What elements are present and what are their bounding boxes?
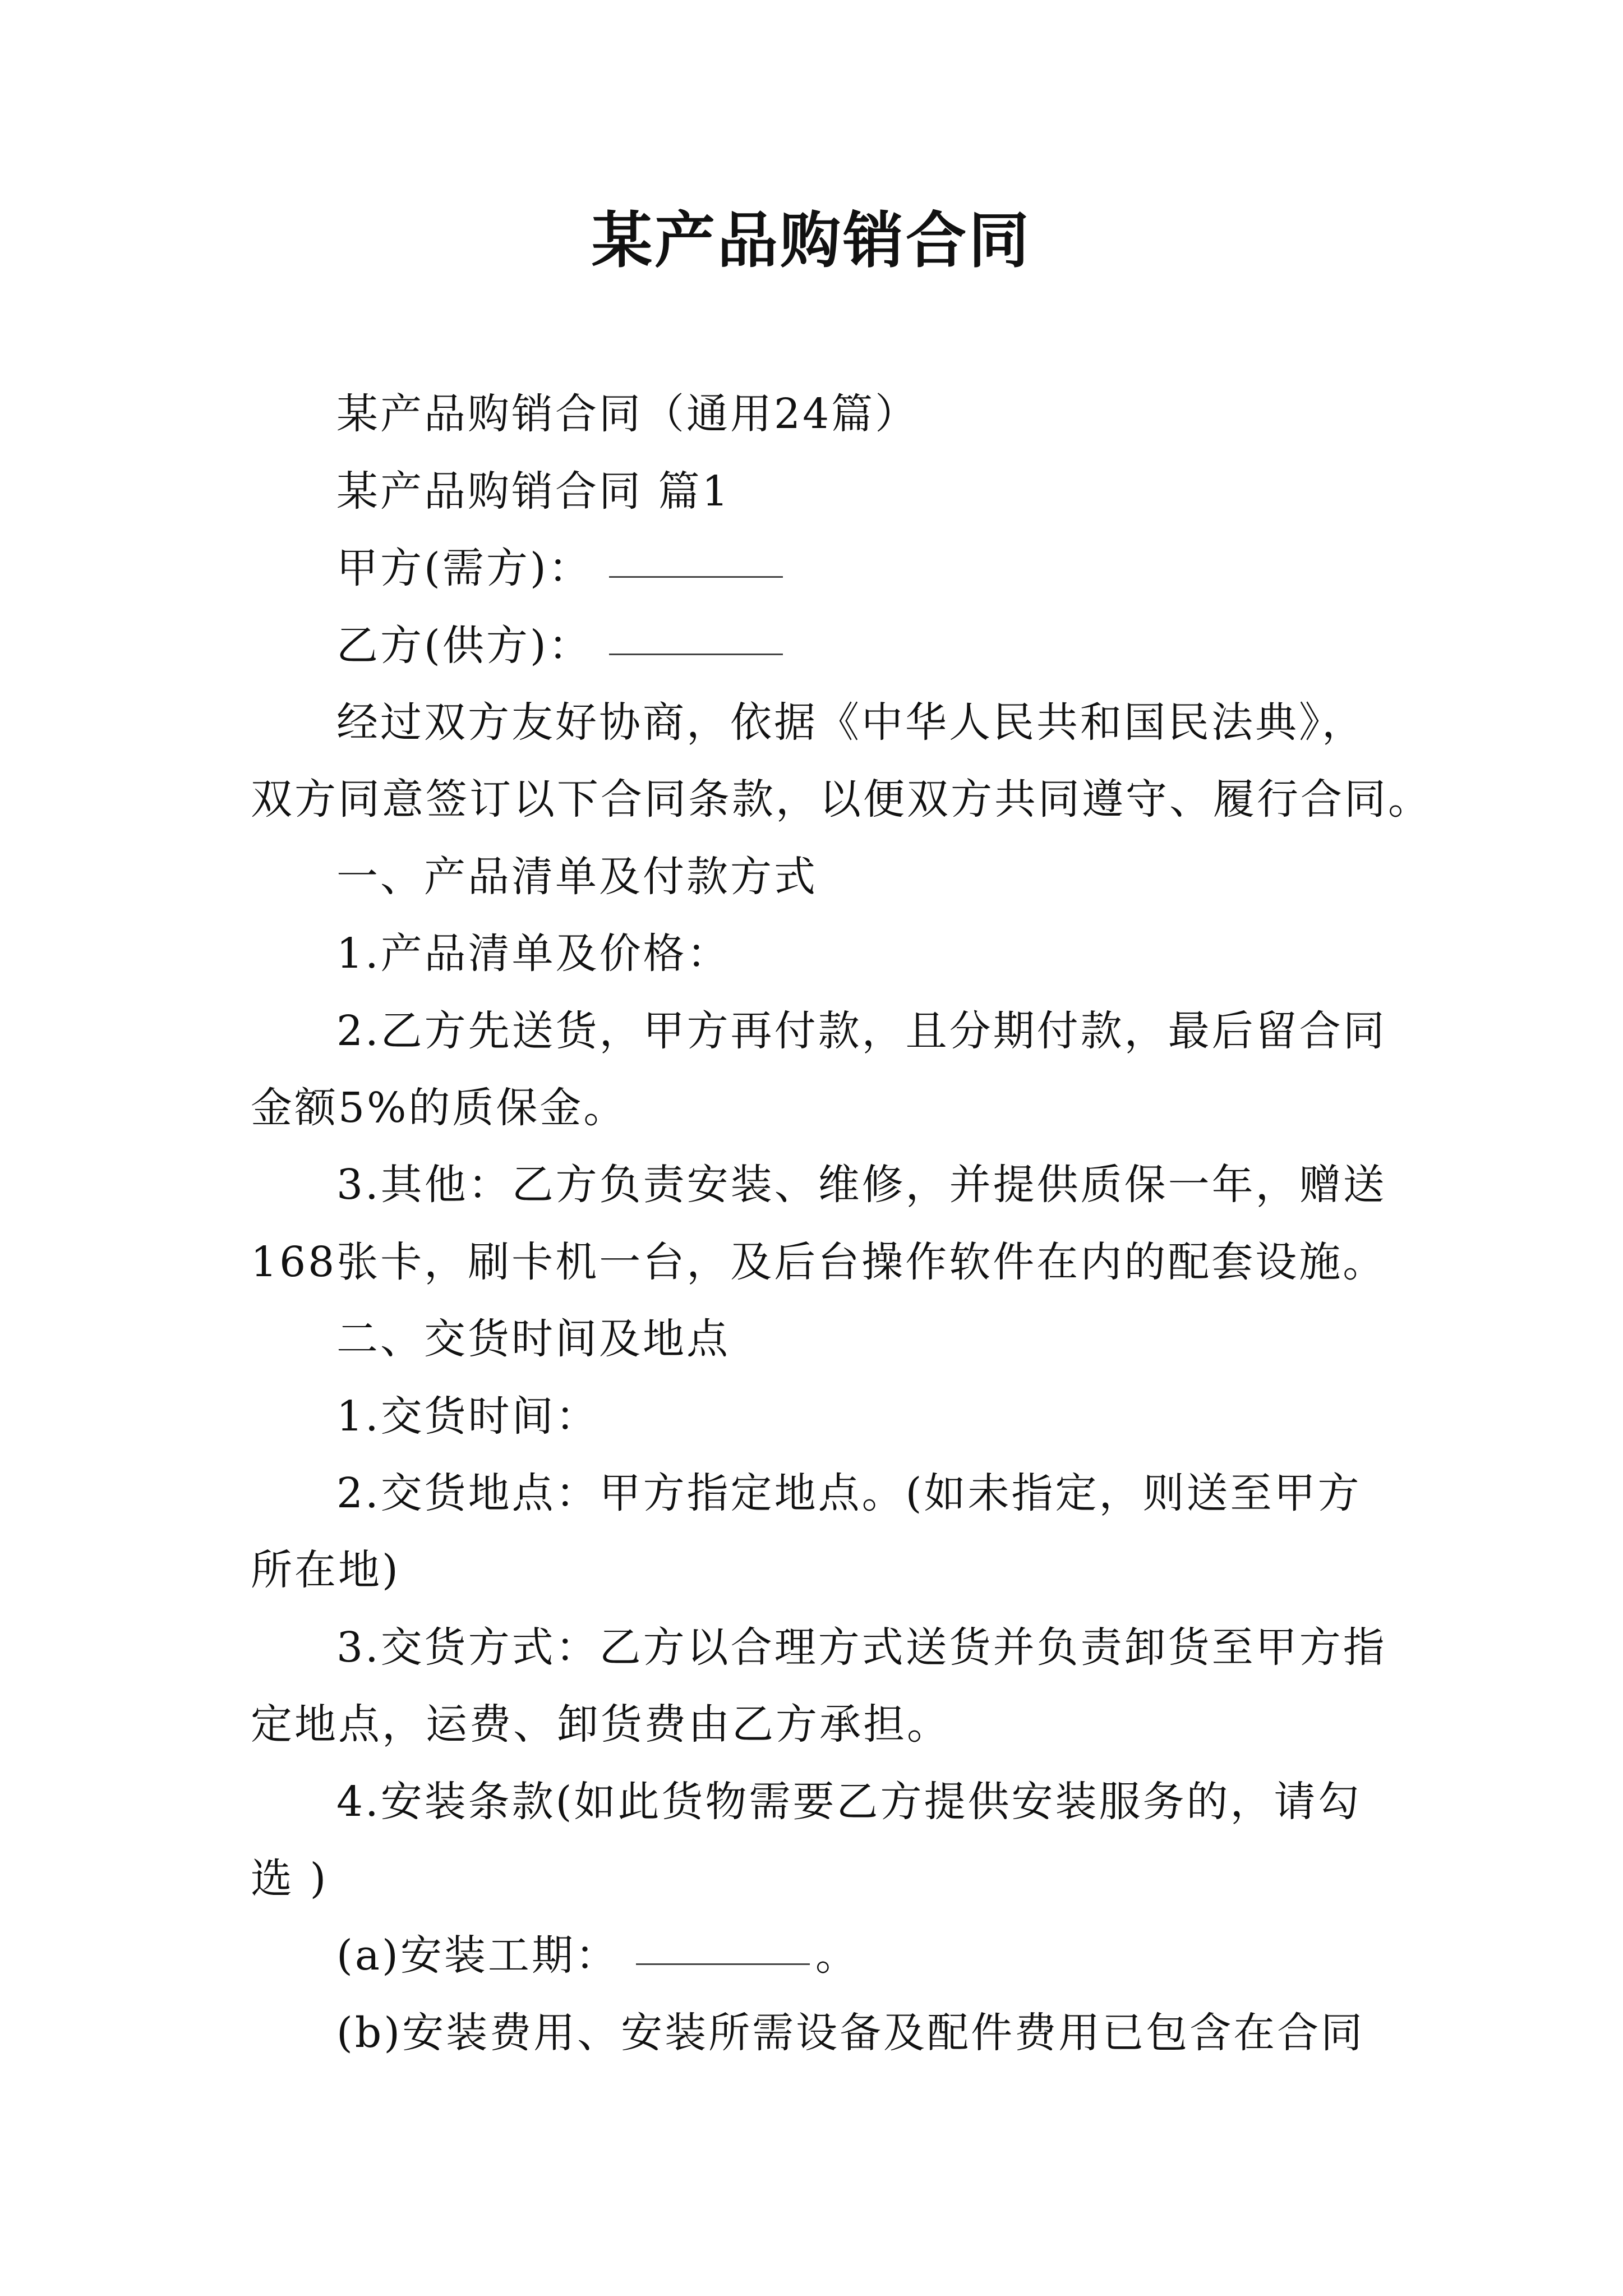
- paragraph-line: 4.安装条款(如此货物需要乙方提供安装服务的，请勾: [336, 1778, 1362, 1826]
- party-b-line: [336, 618, 783, 674]
- paragraph-line: 3.交货方式：乙方以合理方式送货并负责卸货至甲方指: [336, 1623, 1387, 1672]
- paragraph-line: 2.交货地点：甲方指定地点。(如未指定，则送至甲方: [336, 1469, 1362, 1517]
- party-a-label: 甲方(需方)：: [336, 544, 592, 592]
- party-b-blank: [609, 653, 783, 655]
- party-a-line: [336, 540, 783, 596]
- paragraph-line: 经过双方友好协商，依据《中华人民共和国民法典》，: [336, 698, 1366, 747]
- paragraph-line: (b)安装费用、安装所需设备及配件费用已包含在合同: [336, 2009, 1365, 2057]
- install-period-label: (a)安装工期：: [336, 1931, 619, 1980]
- paragraph-line: 168张卡，刷卡机一台，及后台操作软件在内的配套设施。: [251, 1238, 1387, 1286]
- section-heading-line: 某产品购销合同 篇1: [336, 467, 731, 516]
- paragraph-line: 选 ): [251, 1855, 329, 1903]
- paragraph-line: 1.交货时间：: [336, 1392, 600, 1441]
- paragraph-line: 3.其他：乙方负责安装、维修，并提供质保一年，赠送: [336, 1161, 1387, 1209]
- document-title: 某产品购销合同: [591, 206, 1031, 276]
- party-b-label: 乙方(供方)：: [336, 622, 592, 670]
- paragraph-line: 定地点，运费、卸货费由乙方承担。: [251, 1700, 951, 1749]
- paragraph-line: 2.乙方先送货，甲方再付款，且分期付款，最后留合同: [336, 1007, 1387, 1055]
- subtitle-line: 某产品购销合同（通用24篇）: [336, 390, 919, 438]
- heading-line: 一、产品清单及付款方式: [336, 853, 818, 901]
- install-period-blank: [636, 1963, 810, 1965]
- paragraph-line: 金额5%的质保金。: [251, 1084, 628, 1132]
- install-period-line: [336, 1927, 859, 1984]
- paragraph-line: 所在地): [251, 1546, 400, 1594]
- heading-line: 二、交货时间及地点: [336, 1315, 730, 1363]
- paragraph-line: 1.产品清单及价格：: [336, 930, 731, 978]
- install-period-end: 。: [815, 1931, 859, 1980]
- party-a-blank: [609, 576, 783, 578]
- paragraph-line: 双方同意签订以下合同条款，以便双方共同遵守、履行合同。: [251, 775, 1432, 823]
